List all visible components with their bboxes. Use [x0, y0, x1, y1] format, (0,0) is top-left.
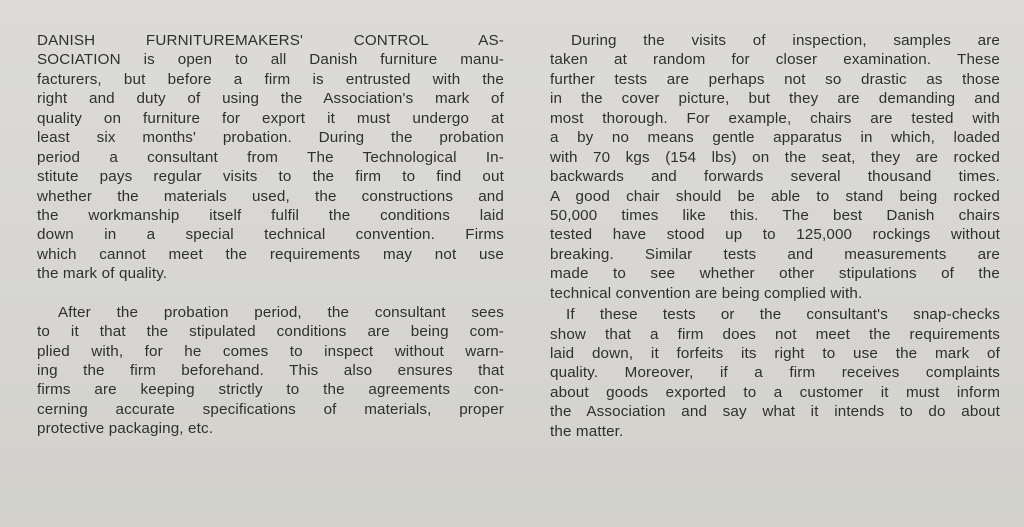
text-line: plied with, for he comes to inspect without warn-: [37, 342, 504, 360]
text-line: the mark of quality.: [37, 265, 168, 283]
text-line: After the probation period, the consultant sees: [58, 303, 504, 321]
text-line: the Association and say what it intends to do about: [550, 403, 1000, 421]
text-line: show that a firm does not meet the requirements: [550, 325, 1000, 343]
right-paragraph-1: [550, 31, 1000, 303]
text-line: quality. Moreover, if a firm receives complaints: [550, 364, 1000, 382]
text-line: DANISH FURNITUREMAKERS' CONTROL AS-: [37, 32, 504, 49]
text-line: taken at random for closer examination. These: [550, 51, 1000, 69]
text-line: whether the materials used, the constructions and: [37, 187, 504, 205]
text-line: with 70 kgs (154 lbs) on the seat, they are rocked: [550, 148, 1000, 166]
text-line: SOCIATION is open to all Danish furniture manu-: [37, 51, 504, 69]
text-line: tested have stood up to 125,000 rockings without: [550, 226, 1000, 244]
text-line: firms are keeping strictly to the agreements con-: [37, 381, 504, 399]
text-line: protective packaging, etc.: [37, 420, 214, 438]
left-column: [37, 31, 504, 439]
text-line: which cannot meet the requirements may not use: [37, 245, 504, 263]
text-line: backwards and forwards several thousand times.: [550, 168, 1000, 186]
text-line: least six months' probation. During the probation: [37, 129, 504, 147]
text-line: breaking. Similar tests and measurements are: [550, 245, 1000, 263]
text-line: stitute pays regular visits to the firm to find out: [37, 168, 504, 186]
text-line: a by no means gentle apparatus in which, loaded: [550, 129, 1000, 147]
text-line: in the cover picture, but they are demanding and: [550, 90, 1000, 108]
text-line: A good chair should be able to stand being rocked: [550, 187, 1000, 205]
text-line: about goods exported to a customer it must inform: [550, 383, 1000, 401]
text-line: made to see whether other stipulations of the: [550, 265, 1000, 283]
text-line: During the visits of inspection, samples are: [571, 32, 1000, 49]
text-line: laid down, it forfeits its right to use the mark of: [550, 345, 1000, 362]
text-line: If these tests or the consultant's snap-checks: [566, 306, 1000, 324]
text-line: to it that the stipulated conditions are being com-: [37, 323, 504, 341]
text-line: down in a special technical convention. Firms: [37, 226, 504, 244]
left-paragraph-2: [37, 303, 504, 439]
text-line: period a consultant from The Technological In-: [37, 148, 504, 166]
left-paragraph-1: [37, 31, 504, 284]
text-line: right and duty of using the Association's mark of: [37, 90, 504, 108]
text-line: cerning accurate specifications of materials, proper: [37, 400, 504, 418]
text-line: the workmanship itself fulfil the conditions laid: [37, 206, 504, 224]
right-column: [550, 31, 1000, 441]
paragraph-gap: [37, 284, 504, 303]
text-line: 50,000 times like this. The best Danish chairs: [550, 206, 1000, 224]
text-line: most thorough. For example, chairs are tested with: [550, 109, 1000, 127]
text-line: ing the firm beforehand. This also ensures that: [37, 362, 504, 379]
text-line: further tests are perhaps not so drastic as those: [550, 70, 1000, 88]
text-line: technical convention are being complied with.: [550, 284, 863, 302]
right-paragraph-2: [550, 305, 1000, 441]
text-line: the matter.: [550, 422, 624, 440]
text-line: facturers, but before a firm is entrusted with the: [37, 70, 504, 88]
text-line: quality on furniture for export it must undergo at: [37, 109, 504, 127]
